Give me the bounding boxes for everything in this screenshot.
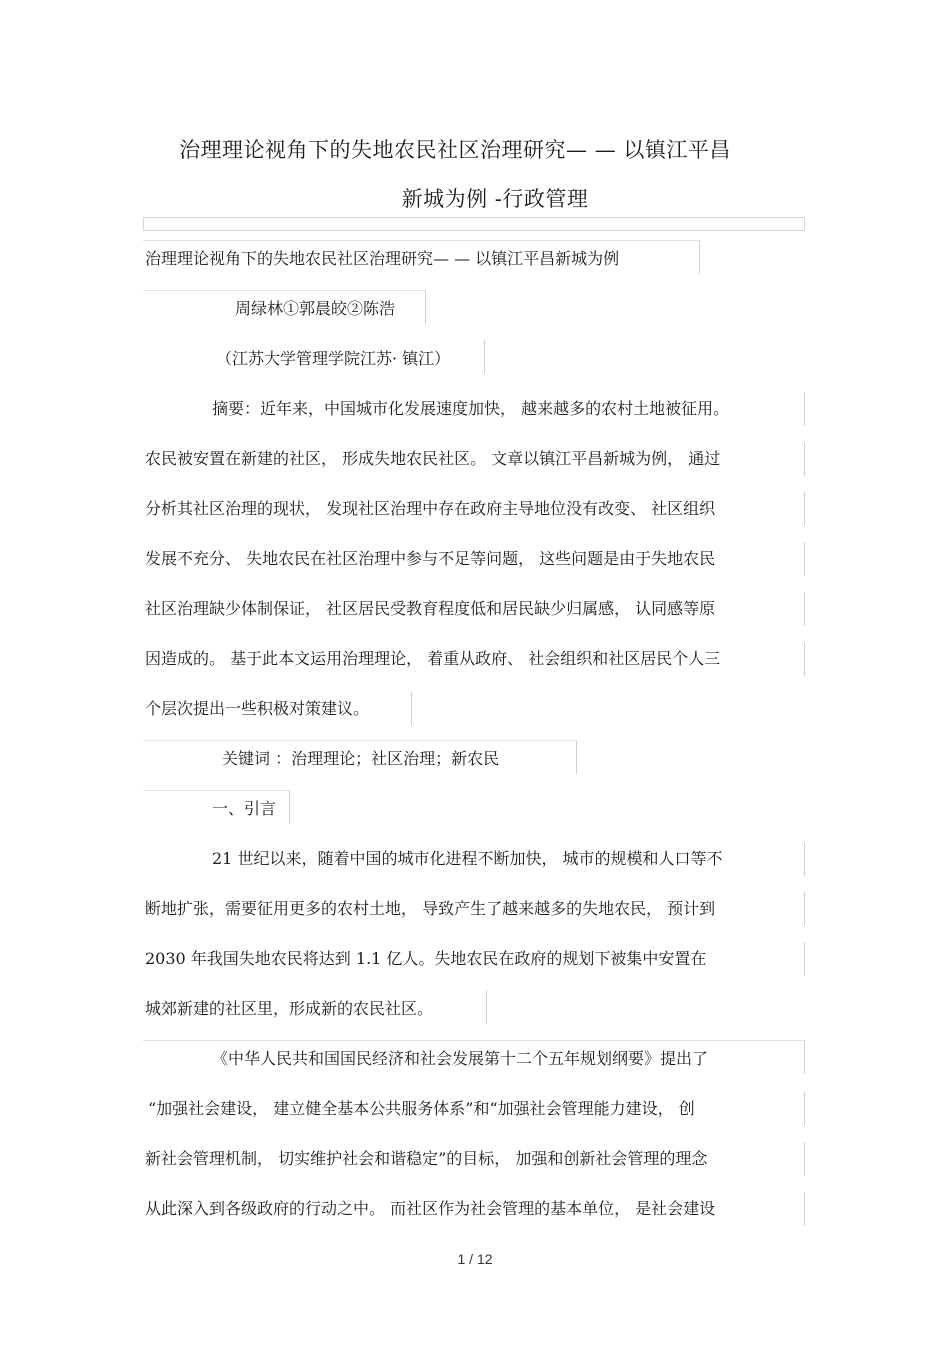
abstract-line: 个层次提出一些积极对策建议。 [145, 699, 370, 718]
document-title-line-1: 治理理论视角下的失地农民社区治理研究— — 以镇江平昌 [179, 138, 731, 162]
intro2-bar-2 [804, 1142, 805, 1176]
abstract-bar-4 [804, 592, 805, 626]
article-heading: 治理理论视角下的失地农民社区治理研究— — 以镇江平昌新城为例 [145, 249, 620, 268]
abstract-line: 发展不充分、 失地农民在社区治理中参与不足等问题， 这些问题是由于失地农民 [145, 549, 716, 568]
abstract-bar-2 [804, 492, 805, 526]
abstract-bar-1 [804, 442, 805, 476]
intro-line: “加强社会建设， 建立健全基本公共服务体系”和“加强社会管理能力建设， 创 [148, 1099, 695, 1118]
intro2-bar-3 [804, 1192, 805, 1226]
section-heading: 一、引言 [212, 799, 277, 818]
abstract-line: 社区治理缺少体制保证， 社区居民受教育程度低和居民缺少归属感， 认同感等原 [145, 599, 716, 618]
abstract-bar-6 [411, 692, 412, 726]
intro-line: 断地扩张，需要征用更多的农村土地， 导致产生了越来越多的失地农民， 预计到 [145, 899, 716, 918]
document-title-line-2: 新城为例 -行政管理 [401, 187, 589, 211]
intro-line: 城郊新建的社区里，形成新的农民社区。 [145, 999, 434, 1018]
abstract-line: 因造成的。 基于此本文运用治理理论， 着重从政府、 社会组织和社区居民个人三 [145, 649, 721, 668]
article-affiliation: （江苏大学管理学院江苏· 镇江） [216, 349, 451, 368]
intro-line: 2030 年我国失地农民将达到 1.1 亿人。失地农民在政府的规划下被集中安置在 [145, 949, 707, 968]
abstract-bar-5 [804, 642, 805, 676]
affiliation-bar [484, 340, 485, 374]
abstract-bar-0 [804, 392, 805, 426]
intro-line: 新社会管理机制， 切实维护社会和谐稳定”的目标， 加强和创新社会管理的理念 [145, 1149, 708, 1168]
abstract-bar-3 [804, 542, 805, 576]
intro1-bar-0 [804, 842, 805, 876]
title-divider [143, 217, 805, 231]
intro1-bar-2 [804, 942, 805, 976]
intro-line: 《中华人民共和国国民经济和社会发展第十二个五年规划纲要》提出了 [212, 1049, 709, 1068]
abstract-line: 农民被安置在新建的社区， 形成失地农民社区。 文章以镇江平昌新城为例， 通过 [145, 449, 721, 468]
intro2-bar-1 [804, 1092, 805, 1126]
intro-line: 21 世纪以来，随着中国的城市化进程不断加快， 城市的规模和人口等不 [212, 849, 723, 868]
article-authors: 周绿林①郭晨皎②陈浩 [235, 299, 396, 318]
page-indicator: 1 / 12 [457, 1251, 493, 1267]
article-keywords: 关键词 ：治理理论；社区治理；新农民 [222, 749, 500, 768]
abstract-line: 摘要：近年来，中国城市化发展速度加快， 越来越多的农村土地被征用。 [212, 399, 730, 418]
intro1-bar-1 [804, 892, 805, 926]
abstract-line: 分析其社区治理的现状， 发现社区治理中存在政府主导地位没有改变、 社区组织 [145, 499, 716, 518]
intro-line: 从此深入到各级政府的行动之中。 而社区作为社会管理的基本单位， 是社会建设 [145, 1199, 716, 1218]
